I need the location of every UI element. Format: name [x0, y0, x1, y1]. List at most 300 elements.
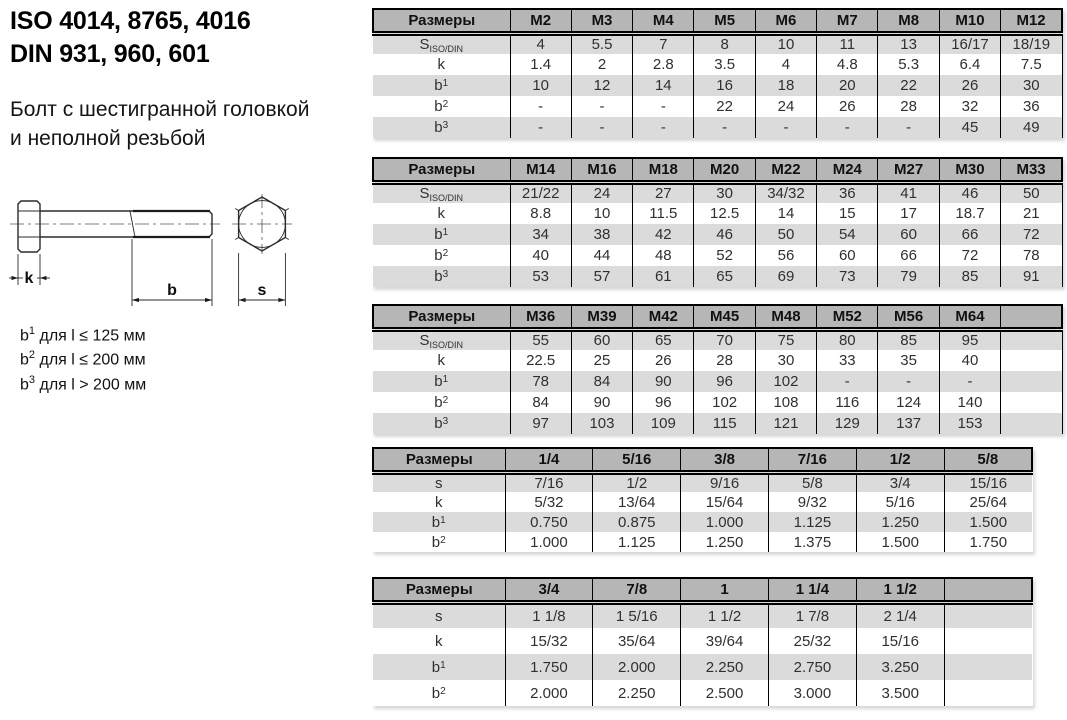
size-header-cell: 3/8: [681, 448, 769, 472]
bolt-drawing: [8, 190, 318, 315]
s-label: s: [257, 282, 267, 299]
value-cell: 5/32: [505, 492, 593, 512]
value-cell: [1001, 350, 1062, 371]
value-cell: 17: [878, 203, 939, 224]
value-cell: 10: [510, 75, 571, 96]
value-cell: 56: [755, 245, 816, 266]
table-row: [373, 266, 1062, 287]
value-cell: 91: [1001, 266, 1062, 287]
value-cell: 18: [755, 75, 816, 96]
table-row: [373, 203, 1062, 224]
value-cell: 28: [694, 350, 755, 371]
table-row: [373, 680, 1032, 706]
size-header-cell: M3: [571, 9, 632, 33]
value-cell: 2.500: [681, 680, 769, 706]
value-cell: 18/19: [1001, 33, 1062, 54]
value-cell: 26: [817, 96, 878, 117]
value-cell: -: [633, 117, 694, 138]
value-cell: 13/64: [593, 492, 681, 512]
size-header-cell: M42: [633, 305, 694, 329]
value-cell: 153: [939, 413, 1000, 434]
value-cell: 84: [571, 371, 632, 392]
value-cell: [944, 680, 1032, 706]
value-cell: 22: [878, 75, 939, 96]
value-cell: 12.5: [694, 203, 755, 224]
value-cell: 57: [571, 266, 632, 287]
value-cell: 1 5/16: [593, 602, 681, 628]
value-cell: -: [755, 117, 816, 138]
size-header-cell: M33: [1001, 158, 1062, 182]
value-cell: 69: [755, 266, 816, 287]
product-description-line2: и неполной резьбой: [10, 127, 206, 150]
inch-table-3-4-to-1-1-2: [372, 577, 1033, 706]
value-cell: 9/16: [681, 472, 769, 492]
value-cell: 108: [755, 392, 816, 413]
value-cell: 25: [571, 350, 632, 371]
value-cell: 9/32: [768, 492, 856, 512]
value-cell: 60: [571, 329, 632, 350]
size-header-cell: M4: [633, 9, 694, 33]
value-cell: 5/16: [856, 492, 944, 512]
value-cell: 5/8: [768, 472, 856, 492]
value-cell: 21: [1001, 203, 1062, 224]
value-cell: 50: [1001, 182, 1062, 203]
value-cell: 7/16: [505, 472, 593, 492]
row-label: $S_{ISO/DIN}$: [373, 182, 510, 203]
table-row: [373, 628, 1032, 654]
dimensions-header-cell: Размеры: [373, 158, 510, 182]
value-cell: 8.8: [510, 203, 571, 224]
value-cell: 20: [817, 75, 878, 96]
value-cell: 39/64: [681, 628, 769, 654]
thread-length-notes: [20, 322, 146, 395]
value-cell: 10: [755, 33, 816, 54]
value-cell: 80: [817, 329, 878, 350]
size-header-cell: M27: [878, 158, 939, 182]
table-row: [373, 329, 1062, 350]
value-cell: 78: [1001, 245, 1062, 266]
header-row: [373, 448, 1032, 472]
value-cell: 72: [939, 245, 1000, 266]
value-cell: 22: [694, 96, 755, 117]
value-cell: 30: [1001, 75, 1062, 96]
value-cell: 1.000: [505, 532, 593, 552]
value-cell: 79: [878, 266, 939, 287]
value-cell: 4: [510, 33, 571, 54]
value-cell: 121: [755, 413, 816, 434]
value-cell: 48: [633, 245, 694, 266]
row-label: k: [373, 628, 505, 654]
value-cell: 1/2: [593, 472, 681, 492]
value-cell: 34/32: [755, 182, 816, 203]
value-cell: 15/32: [505, 628, 593, 654]
value-cell: 3.000: [768, 680, 856, 706]
value-cell: 1.250: [856, 512, 944, 532]
size-header-cell: M30: [939, 158, 1000, 182]
title-din: DIN 931, 960, 601: [10, 40, 210, 68]
value-cell: 15/64: [681, 492, 769, 512]
size-header-cell: M48: [755, 305, 816, 329]
dimension-k: [9, 254, 50, 287]
value-cell: 3.500: [856, 680, 944, 706]
size-header-cell: M22: [755, 158, 816, 182]
value-cell: 21/22: [510, 182, 571, 203]
value-cell: 124: [878, 392, 939, 413]
value-cell: 26: [633, 350, 694, 371]
row-label: k: [373, 492, 505, 512]
size-header-cell: 5/16: [593, 448, 681, 472]
value-cell: [944, 654, 1032, 680]
dimensions-header-cell: Размеры: [373, 305, 510, 329]
size-header-cell: M7: [817, 9, 878, 33]
value-cell: 75: [755, 329, 816, 350]
header-row: [373, 578, 1032, 602]
table-row: [373, 96, 1062, 117]
value-cell: 60: [878, 224, 939, 245]
value-cell: 8: [694, 33, 755, 54]
value-cell: 40: [510, 245, 571, 266]
row-label: $b^1$: [373, 512, 505, 532]
table-row: [373, 602, 1032, 628]
size-header-cell: M45: [694, 305, 755, 329]
table-row: [373, 33, 1062, 54]
value-cell: 25/32: [768, 628, 856, 654]
table-row: [373, 75, 1062, 96]
value-cell: 78: [510, 371, 571, 392]
size-header-cell: 7/8: [593, 578, 681, 602]
row-label: $b^3$: [373, 413, 510, 434]
value-cell: 45: [939, 117, 1000, 138]
size-header-cell: M24: [817, 158, 878, 182]
size-header-cell: 7/16: [768, 448, 856, 472]
table-row: [373, 350, 1062, 371]
title-iso: ISO 4014, 8765, 4016: [10, 7, 251, 35]
row-label: $b^3$: [373, 266, 510, 287]
hex-head-end-view: [232, 194, 292, 254]
value-cell: 15/16: [856, 628, 944, 654]
row-label: s: [373, 472, 505, 492]
size-header-cell: M10: [939, 9, 1000, 33]
size-header-cell: M64: [939, 305, 1000, 329]
value-cell: 36: [1001, 96, 1062, 117]
value-cell: 1.000: [681, 512, 769, 532]
size-header-cell: M52: [817, 305, 878, 329]
size-header-cell: 1 1/2: [856, 578, 944, 602]
value-cell: 11: [817, 33, 878, 54]
row-label: k: [373, 350, 510, 371]
size-header-cell: M20: [694, 158, 755, 182]
table-row: [373, 182, 1062, 203]
value-cell: -: [571, 117, 632, 138]
size-header-cell: M8: [878, 9, 939, 33]
value-cell: -: [817, 117, 878, 138]
table-row: [373, 224, 1062, 245]
dimension-s: [239, 253, 286, 306]
value-cell: 1.500: [944, 512, 1032, 532]
value-cell: 102: [694, 392, 755, 413]
dimensions-header-cell: Размеры: [373, 448, 505, 472]
value-cell: [1001, 329, 1062, 350]
value-cell: 72: [1001, 224, 1062, 245]
size-header-cell: M2: [510, 9, 571, 33]
value-cell: 7: [633, 33, 694, 54]
value-cell: 4.8: [817, 54, 878, 75]
size-header-cell: M39: [571, 305, 632, 329]
value-cell: 30: [755, 350, 816, 371]
value-cell: 109: [633, 413, 694, 434]
value-cell: 12: [571, 75, 632, 96]
value-cell: 1 1/8: [505, 602, 593, 628]
metric-table-m2-m12: [372, 8, 1063, 138]
dimensions-header-cell: Размеры: [373, 578, 505, 602]
value-cell: 2: [571, 54, 632, 75]
value-cell: -: [817, 371, 878, 392]
value-cell: 90: [571, 392, 632, 413]
value-cell: 53: [510, 266, 571, 287]
value-cell: 65: [633, 329, 694, 350]
value-cell: 5.5: [571, 33, 632, 54]
value-cell: 96: [694, 371, 755, 392]
value-cell: 26: [939, 75, 1000, 96]
value-cell: 2.8: [633, 54, 694, 75]
value-cell: 35: [878, 350, 939, 371]
value-cell: 32: [939, 96, 1000, 117]
value-cell: 41: [878, 182, 939, 203]
value-cell: [1001, 413, 1062, 434]
row-label: s: [373, 602, 505, 628]
header-row: [373, 9, 1062, 33]
inch-table-1-4-to-5-8: [372, 447, 1033, 552]
product-description-line1: Болт с шестигранной головкой: [10, 98, 310, 121]
value-cell: 42: [633, 224, 694, 245]
value-cell: 1.125: [768, 512, 856, 532]
value-cell: 140: [939, 392, 1000, 413]
row-label: $b^2$: [373, 96, 510, 117]
value-cell: 70: [694, 329, 755, 350]
size-header-cell: M5: [694, 9, 755, 33]
dimensions-header-cell: Размеры: [373, 9, 510, 33]
note-item: $b^3$ для l > 200 мм: [20, 373, 147, 393]
value-cell: 65: [694, 266, 755, 287]
value-cell: 66: [878, 245, 939, 266]
value-cell: 3/4: [856, 472, 944, 492]
value-cell: 38: [571, 224, 632, 245]
value-cell: 1.375: [768, 532, 856, 552]
value-cell: 2.250: [681, 654, 769, 680]
size-header-cell: [944, 578, 1032, 602]
value-cell: -: [878, 117, 939, 138]
value-cell: 3.250: [856, 654, 944, 680]
row-label: $S_{ISO/DIN}$: [373, 329, 510, 350]
row-label: k: [373, 203, 510, 224]
value-cell: 2.750: [768, 654, 856, 680]
value-cell: [1001, 371, 1062, 392]
value-cell: 49: [1001, 117, 1062, 138]
metric-table-m14-m33: [372, 157, 1063, 287]
row-label: $b^3$: [373, 117, 510, 138]
value-cell: 2.250: [593, 680, 681, 706]
size-header-cell: M12: [1001, 9, 1062, 33]
value-cell: 10: [571, 203, 632, 224]
value-cell: 1.750: [969, 533, 1008, 551]
value-cell: 85: [939, 266, 1000, 287]
row-label: k: [373, 54, 510, 75]
table-row: [373, 532, 1032, 552]
value-cell: 95: [939, 329, 1000, 350]
value-cell: 0.750: [505, 512, 593, 532]
value-cell: 14: [755, 203, 816, 224]
table-row: [373, 512, 1032, 532]
value-cell: 52: [694, 245, 755, 266]
table-row: [373, 654, 1032, 680]
value-cell: 73: [817, 266, 878, 287]
value-cell: [1001, 392, 1062, 413]
table-slot-inch-large: [372, 577, 1033, 706]
value-cell: 14: [633, 75, 694, 96]
size-header-cell: M6: [755, 9, 816, 33]
value-cell: 46: [694, 224, 755, 245]
value-cell: 61: [633, 266, 694, 287]
note-item: $b^2$ для l ≤ 200 мм: [20, 349, 146, 369]
value-cell: 44: [571, 245, 632, 266]
size-header-cell: M36: [510, 305, 571, 329]
value-cell: 27: [633, 182, 694, 203]
value-cell: 40: [939, 350, 1000, 371]
value-cell: 85: [878, 329, 939, 350]
value-cell: 102: [755, 371, 816, 392]
value-cell: 15/16: [944, 472, 1032, 492]
size-header-cell: 1 1/4: [768, 578, 856, 602]
table-row: [373, 54, 1062, 75]
value-cell: 24: [571, 182, 632, 203]
value-cell: [944, 602, 1032, 628]
value-cell: 116: [817, 392, 878, 413]
value-cell: 3.5: [694, 54, 755, 75]
value-cell: -: [694, 117, 755, 138]
value-cell: -: [571, 96, 632, 117]
value-cell: 103: [571, 413, 632, 434]
row-label: $b^2$: [373, 680, 505, 706]
row-label: $b^2$: [373, 245, 510, 266]
value-cell: 97: [510, 413, 571, 434]
dimension-b: [132, 239, 212, 306]
value-cell: 16/17: [939, 33, 1000, 54]
value-cell: 129: [817, 413, 878, 434]
value-cell: 33: [817, 350, 878, 371]
value-cell: 60: [817, 245, 878, 266]
metric-table-m36-m64: [372, 304, 1063, 434]
value-cell: -: [939, 371, 1000, 392]
row-label: $S_{ISO/DIN}$: [373, 33, 510, 54]
value-cell: 1.250: [681, 532, 769, 552]
row-label: $b^2$: [373, 532, 505, 552]
value-cell: 96: [633, 392, 694, 413]
value-cell: -: [510, 96, 571, 117]
k-label: k: [24, 270, 34, 287]
value-cell: 66: [939, 224, 1000, 245]
header-row: [373, 305, 1062, 329]
value-cell: 15: [817, 203, 878, 224]
row-label: $b^2$: [373, 392, 510, 413]
value-cell: [944, 628, 1032, 654]
value-cell: 1.500: [856, 532, 944, 552]
row-label: $b^1$: [373, 224, 510, 245]
size-header-cell: M56: [878, 305, 939, 329]
row-label: $b^1$: [373, 654, 505, 680]
table-slot-metric-m36-m64: [372, 304, 1063, 434]
table-row: [373, 371, 1062, 392]
value-cell: 2.000: [505, 680, 593, 706]
size-header-cell: 1/4: [505, 448, 593, 472]
size-header-cell: M18: [633, 158, 694, 182]
standards-title: [10, 5, 251, 71]
size-header-cell: M16: [571, 158, 632, 182]
table-slot-metric-m2-m12: [372, 8, 1063, 138]
value-cell: 1 1/2: [681, 602, 769, 628]
table-row: [373, 392, 1062, 413]
bolt-head-side-view: [18, 201, 40, 252]
size-header-cell: 3/4: [505, 578, 593, 602]
size-header-cell: 5/8: [944, 448, 1032, 472]
value-cell: -: [878, 371, 939, 392]
table-row: [373, 413, 1062, 434]
header-row: [373, 158, 1062, 182]
value-cell: 28: [878, 96, 939, 117]
value-cell: 18.7: [939, 203, 1000, 224]
table-row: [373, 492, 1032, 512]
value-cell: 5.3: [878, 54, 939, 75]
value-cell: 36: [817, 182, 878, 203]
value-cell: 54: [817, 224, 878, 245]
table-slot-metric-m14-m33: [372, 157, 1063, 287]
table-slot-inch-small: [372, 447, 1033, 552]
value-cell: 22.5: [510, 350, 571, 371]
row-label: $b^1$: [373, 75, 510, 96]
value-cell: 1 7/8: [768, 602, 856, 628]
value-cell: 90: [633, 371, 694, 392]
value-cell: 46: [939, 182, 1000, 203]
value-cell: 35/64: [593, 628, 681, 654]
size-header-cell: 1: [681, 578, 769, 602]
value-cell: 2.000: [593, 654, 681, 680]
table-row: [373, 245, 1062, 266]
value-cell: 1.4: [510, 54, 571, 75]
value-cell: 4: [755, 54, 816, 75]
value-cell: 50: [755, 224, 816, 245]
size-header-cell: [1001, 305, 1062, 329]
value-cell: 115: [694, 413, 755, 434]
value-cell: 55: [510, 329, 571, 350]
row-label: $b^1$: [373, 371, 510, 392]
value-cell: -: [510, 117, 571, 138]
product-description: [10, 95, 309, 153]
value-cell: 25/64: [969, 493, 1008, 511]
size-header-cell: 1/2: [856, 448, 944, 472]
value-cell: 1.125: [593, 532, 681, 552]
value-cell: 0.875: [593, 512, 681, 532]
note-item: $b^1$ для l ≤ 125 мм: [20, 325, 146, 345]
table-row: [373, 472, 1032, 492]
value-cell: 34: [510, 224, 571, 245]
value-cell: 137: [878, 413, 939, 434]
size-header-cell: M14: [510, 158, 571, 182]
value-cell: 16: [694, 75, 755, 96]
value-cell: 13: [878, 33, 939, 54]
value-cell: 2 1/4: [856, 602, 944, 628]
table-row: [373, 117, 1062, 138]
value-cell: 11.5: [633, 203, 694, 224]
value-cell: 84: [510, 392, 571, 413]
